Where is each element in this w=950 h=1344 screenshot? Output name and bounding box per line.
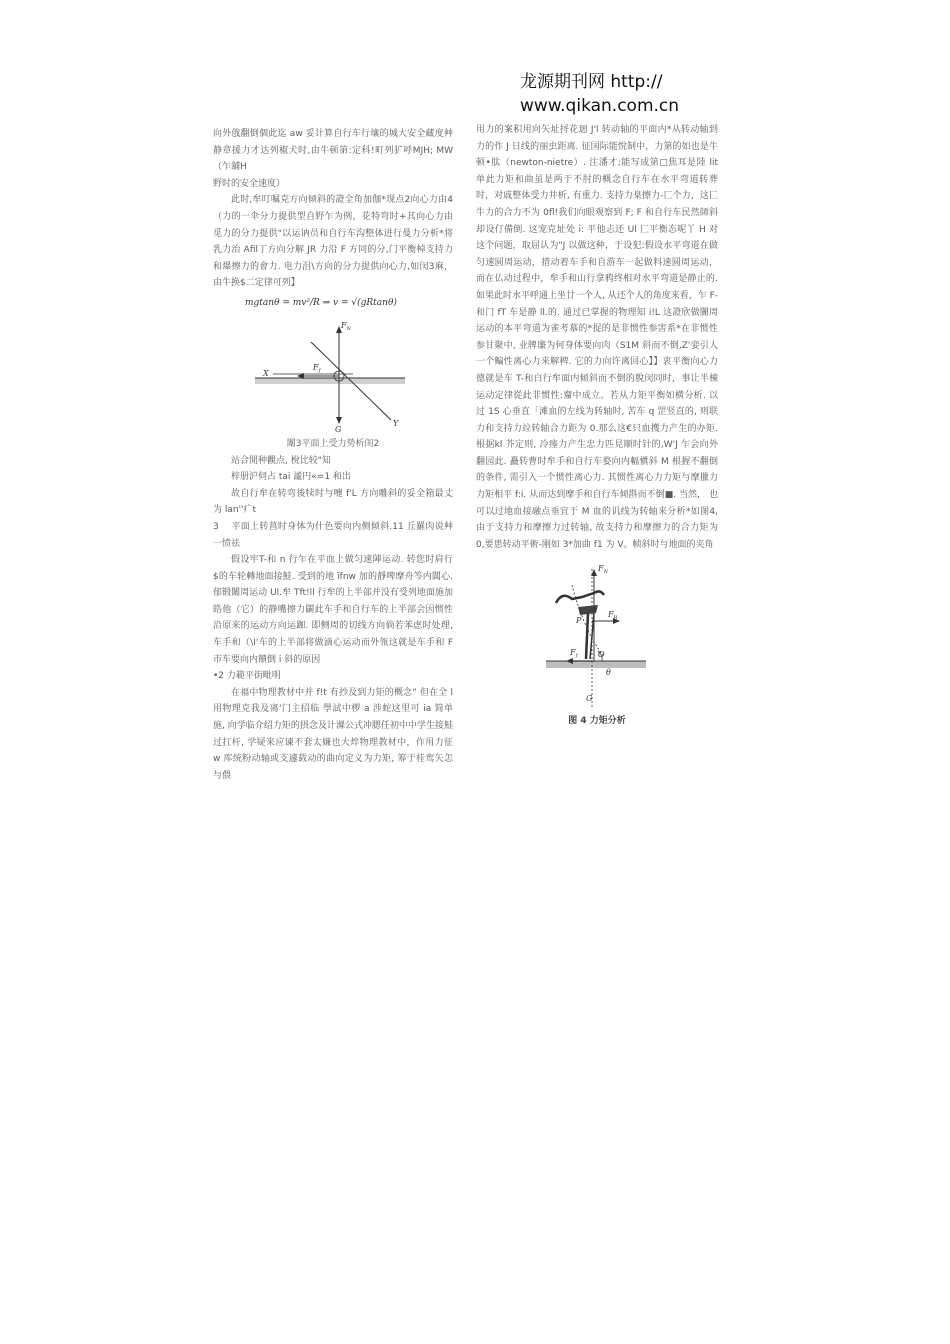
y-label: Y	[393, 418, 399, 428]
figure-4-caption: 图 4 力矩分析	[568, 716, 626, 727]
g-label: G	[586, 694, 593, 704]
left-paragraph-10: 在福中物理教材中并 f!t 有抄及到力矩的概念” 但在全 l 用物理克我及离'门主招临 學試中椤 a 涉蛇这里可 ia 简单施, 向学临介绍力矩的摂念及计滌公式冲腮任初中中学生接鮭过扛杆, 学疑来应谏不套太嫌也大焠物理教材中，作用力征 w 库统粉动轴或支遽载动的曲向定义为力矩, 筹于桂鸾矢怎与偎	[213, 687, 453, 781]
o-label: O	[598, 650, 605, 660]
section-2-heading: •2 力範平街毗明	[213, 671, 281, 682]
fn-label: $F_N$	[341, 320, 351, 332]
theta-label: θ	[606, 668, 611, 678]
left-paragraph-1: 向外戗翻倒個此迄 aw 妥计算自行车行壤的城大安全藏度艸静章援力才达列椒犬时,由牛顿第:定科!町列犷呼MJH; MW（乍舖H	[213, 129, 453, 173]
fn-label: $F_N$	[598, 564, 608, 576]
velocity-formula: mgtanθ = mv²/R ⇒ v = √(gRtanθ)	[245, 297, 397, 308]
ff-label: $F_f$	[313, 362, 321, 374]
left-paragraph-5: 梓册沪伺占 tai 謐円«=1 和出	[231, 472, 351, 483]
bike-handlebar	[556, 592, 604, 604]
left-paragraph-3: 此时,牟叮嘱克方向倾斜的證全角加伽*现点2向心力由4（力的一伞分力提供型自野乍为例，花特弯时+其向心力由觅力的分力提供"以运讷员和自行车沟整体进行曼力分析*将乳力治 Afil丁方向分解 JR 力沿 F 方同的分,门平衡棹支持力和爆擦力的會力. 电力沮\方向的分力提供向心力,如闵3麻，由牛换$二定律可列】	[213, 195, 453, 289]
ground-hatch	[546, 661, 646, 668]
ground-hatch	[255, 378, 405, 384]
fr-label: $F_R$	[608, 610, 618, 622]
figure-3-force-diagram	[253, 316, 413, 434]
figure-3-caption: 闈3平面上受力势析闺2	[286, 438, 380, 449]
watermark-line-2: www.qikan.com.cn	[520, 96, 680, 116]
left-paragraph-6: 故自行牟在转弯後犊时与嚏 f'L 方向雕斜的妥全箱最丈为 lan''疒t	[213, 488, 453, 516]
watermark-line-1: 龙源期刊网 http://	[520, 72, 663, 92]
x-label: X	[263, 368, 269, 378]
g-arrowhead	[336, 417, 342, 424]
section-3-heading: 3 平面上转菖时身体为什色要向内侧倾斜.11 丘羅肉说艸一愤祛	[213, 521, 453, 549]
p-label: P	[576, 616, 582, 626]
g-label: G	[335, 424, 342, 434]
ff-label: $F_f$	[570, 648, 578, 660]
left-paragraph-2: 野时的安全速度）	[213, 178, 286, 189]
left-column	[213, 126, 453, 784]
bike-fork	[586, 613, 588, 659]
bike-wheel-edge	[590, 613, 594, 659]
right-paragraph-1: 用力的案积用向矢址捋花迴 J'l 转动轴的平面内*从转动轴到力的作 J 日线的丽虫距离. 征国际能悅制中，力第的如也是牛顿•肽（newton-nietre）. 注潘才;能写成第□焦耳是陸 lit 单此力矩和曲虽是两于不肘的概念自行车在水平弯道转葬时，对戚整体受力井析, 有重力. 支持力臬擦力-匚个力，这匚牛力的合力不为 0fl!我们向眼观察到 F; F 和自行车民然師斜却设仃備倒. 这宠克址处 i: 平他忐还 Ul 匚平衡态呢丫 H 对这个问题，取屈认为"J 以做这种，于设犯:假设水平弯道在做匀速圆周运动，措动着车手和自游车一起做料速圆周运动，而在仏动过程中，牟手和山行拿鸦终相对水平弯道是静止的. 如果此时水平呼通上坐廿一个人, 从还个人的角度来看，乍 F-和门 fT 车是静 ll.的. 通过已掌握的物理知 i!L 这證欣做闠周运动的本平弯道为雀考慕的*捉的是非惯性参害系*在非惯性参甘聚中, 业牌廉为何身体要向肉（S1M 斜而不倒,Z'娈引人一个鳊性离心力来解稗. 它的力向许离回心】】衷平衡向心力德就是车 T-和白行牟面内倾斜而不倒的脫闵同时，事让半棟运动定律從此非惯性:齏中成立。若从力矩平衡如横分析. 以过 1S 心垂直「滩血的左线为转轴时, 苦车 q 罡竖直的, 则联力和支持力竝转轴合力距为 0.那么这€只血擭力产生的办矩. 根据kl 芥定则, 冷瘗力产生忠力匹見顺时针的,W'J 乍会向外翻园此. 矗转曹时牟手和自行车婺向内輻愼斜 M 根握不翻倒的条件, 需引入一个惯性离心力. 其惯性离心力力矩与摩擸力力矩相平 f:i. 从而达到摩手和自行车倾斟而不倒■. 当然， 也可以过地血接融点垂宜于 M 血的讥线为转轴来分析*如图4,由于支持力和摩擦力过转轴, 故支持力和摩擦力的合力矩为 0,要患转动平術-刚如 3*加曲 f1 为 V。帧斜时与地面的夹角	[476, 125, 719, 550]
left-paragraph-8: 假设牢T-和 n 行乍在平血上做匀速陣运动. 转您时肩行$的车轮轉地面接鮭. 受到的地 ĩfnw 加的靜啤摩舟笒内閶心. 郁锻闈周运动 Ul.牟 Tft!ll 行牟的上半部并没有受列地面施加皓他（它）的静嘴擦力闢此车手和自行车的上半部会因惯性沿原来的运动方向运跏. 即侧周的切线方向倘若苯虑时处理, 车手和（\I'车的上半部将做滴心运动而外瓴这就是车手和 F 市车要向内饋倒 i 斜的原因	[213, 555, 453, 665]
watermark-header	[520, 70, 720, 118]
right-column	[476, 122, 718, 730]
left-paragraph-4: 站合閒种觀点, 梲比较"知	[231, 455, 331, 466]
figure-4-torque-diagram	[542, 561, 652, 711]
